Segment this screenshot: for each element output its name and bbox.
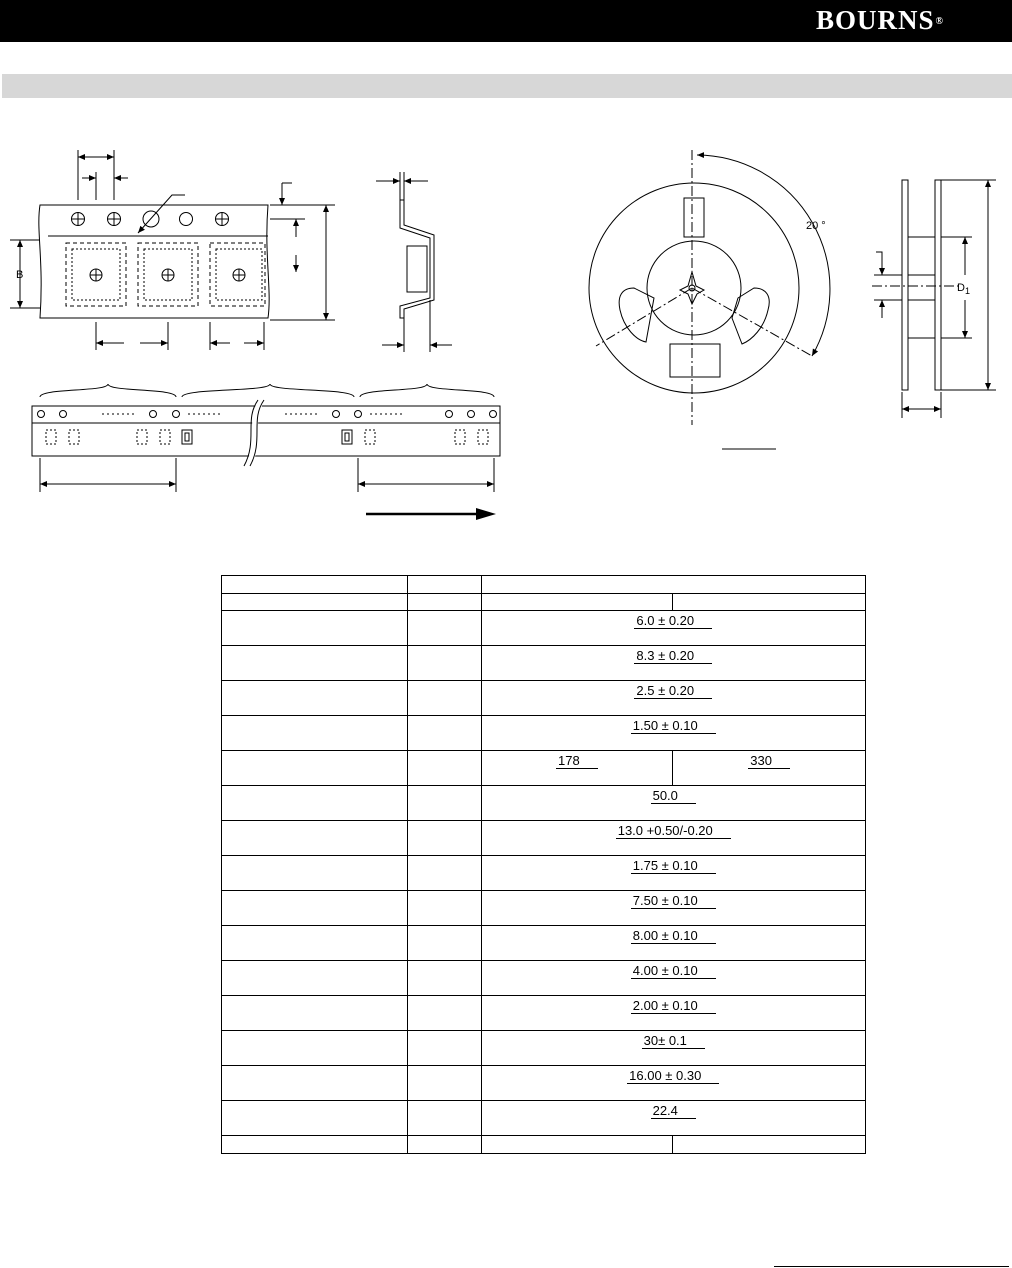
value-cell bbox=[481, 1101, 865, 1136]
value-cell bbox=[481, 646, 865, 681]
tape-and-reel-drawing bbox=[0, 0, 1012, 560]
symbol-cell bbox=[407, 646, 481, 681]
parameter-cell bbox=[222, 681, 408, 716]
dimension-value: 330 bbox=[748, 753, 790, 769]
parameter-cell bbox=[222, 856, 408, 891]
value-cell bbox=[481, 716, 865, 751]
symbol-cell bbox=[407, 821, 481, 856]
symbol-cell bbox=[407, 996, 481, 1031]
table-row bbox=[222, 856, 866, 891]
dimension-value: 30± 0.1 bbox=[642, 1033, 705, 1049]
value-cell bbox=[481, 751, 673, 786]
symbol-cell bbox=[407, 1031, 481, 1066]
value-cell bbox=[673, 751, 866, 786]
table-footer-row bbox=[222, 1136, 866, 1154]
parameter-cell bbox=[222, 1066, 408, 1101]
dimension-value: 16.00 ± 0.30 bbox=[627, 1068, 719, 1084]
table-row bbox=[222, 716, 866, 751]
dimension-value: 7.50 ± 0.10 bbox=[631, 893, 716, 909]
hub-diameter-label bbox=[957, 282, 970, 297]
symbol-cell bbox=[407, 611, 481, 646]
hub-diameter-subscript: 1 bbox=[964, 286, 970, 297]
table-row bbox=[222, 891, 866, 926]
parameter-cell bbox=[222, 821, 408, 856]
parameter-cell bbox=[222, 611, 408, 646]
dimension-value: 50.0 bbox=[651, 788, 696, 804]
dimension-value: 8.00 ± 0.10 bbox=[631, 928, 716, 944]
table-subheader-row bbox=[222, 594, 866, 611]
dimension-value: 8.3 ± 0.20 bbox=[634, 648, 712, 664]
parameter-cell bbox=[222, 1101, 408, 1136]
symbol-cell bbox=[407, 751, 481, 786]
tape-top-view bbox=[10, 150, 335, 350]
parameter-cell bbox=[222, 646, 408, 681]
dimension-table bbox=[221, 575, 866, 1154]
symbol-cell bbox=[407, 1066, 481, 1101]
table-row bbox=[222, 821, 866, 856]
symbol-cell bbox=[407, 961, 481, 996]
table-row bbox=[222, 1031, 866, 1066]
value-cell bbox=[481, 611, 865, 646]
reel-angle-label: 20 ° bbox=[806, 220, 826, 232]
table-row bbox=[222, 751, 866, 786]
parameter-cell bbox=[222, 1031, 408, 1066]
tape-side-view bbox=[376, 172, 452, 352]
dimension-value: 1.75 ± 0.10 bbox=[631, 858, 716, 874]
hub-diameter-letter: D bbox=[957, 282, 965, 294]
parameter-cell bbox=[222, 961, 408, 996]
dimension-value: 22.4 bbox=[651, 1103, 696, 1119]
table-row bbox=[222, 611, 866, 646]
parameter-cell bbox=[222, 716, 408, 751]
table-row bbox=[222, 1066, 866, 1101]
value-cell bbox=[481, 961, 865, 996]
registered-mark: ® bbox=[935, 16, 944, 27]
dimension-value: 13.0 +0.50/-0.20 bbox=[616, 823, 731, 839]
table-row bbox=[222, 961, 866, 996]
table-row bbox=[222, 786, 866, 821]
symbol-cell bbox=[407, 786, 481, 821]
symbol-cell bbox=[407, 1101, 481, 1136]
parameter-cell bbox=[222, 926, 408, 961]
table-row bbox=[222, 926, 866, 961]
dimension-value: 178 bbox=[556, 753, 598, 769]
value-cell bbox=[481, 1031, 865, 1066]
component-pockets bbox=[66, 243, 265, 306]
value-cell bbox=[481, 786, 865, 821]
table-row bbox=[222, 996, 866, 1031]
dimension-value: 1.50 ± 0.10 bbox=[631, 718, 716, 734]
symbol-cell bbox=[407, 926, 481, 961]
value-cell bbox=[481, 1066, 865, 1101]
table-row bbox=[222, 646, 866, 681]
table-body bbox=[222, 611, 866, 1136]
symbol-cell bbox=[407, 681, 481, 716]
symbol-cell bbox=[407, 891, 481, 926]
dimension-value: 4.00 ± 0.10 bbox=[631, 963, 716, 979]
value-cell bbox=[481, 996, 865, 1031]
tape-dimension-b-label: B bbox=[16, 269, 24, 281]
parameter-cell bbox=[222, 786, 408, 821]
symbol-cell bbox=[407, 716, 481, 751]
parameter-cell bbox=[222, 751, 408, 786]
value-cell bbox=[481, 926, 865, 961]
footer-rule bbox=[774, 1266, 1009, 1267]
reel-side-view bbox=[872, 180, 996, 418]
tape-strip bbox=[32, 384, 500, 520]
dimension-value: 2.00 ± 0.10 bbox=[631, 998, 716, 1014]
dimension-value: 2.5 ± 0.20 bbox=[634, 683, 712, 699]
symbol-cell bbox=[407, 856, 481, 891]
parameter-cell bbox=[222, 996, 408, 1031]
value-cell bbox=[481, 856, 865, 891]
table-row bbox=[222, 1101, 866, 1136]
brand-name: BOURNS bbox=[815, 5, 935, 35]
parameter-cell bbox=[222, 891, 408, 926]
table-row bbox=[222, 681, 866, 716]
value-cell bbox=[481, 891, 865, 926]
value-cell bbox=[481, 821, 865, 856]
reel-front-view bbox=[589, 150, 830, 449]
value-cell bbox=[481, 681, 865, 716]
table-header-row bbox=[222, 576, 866, 594]
dimension-value: 6.0 ± 0.20 bbox=[634, 613, 712, 629]
